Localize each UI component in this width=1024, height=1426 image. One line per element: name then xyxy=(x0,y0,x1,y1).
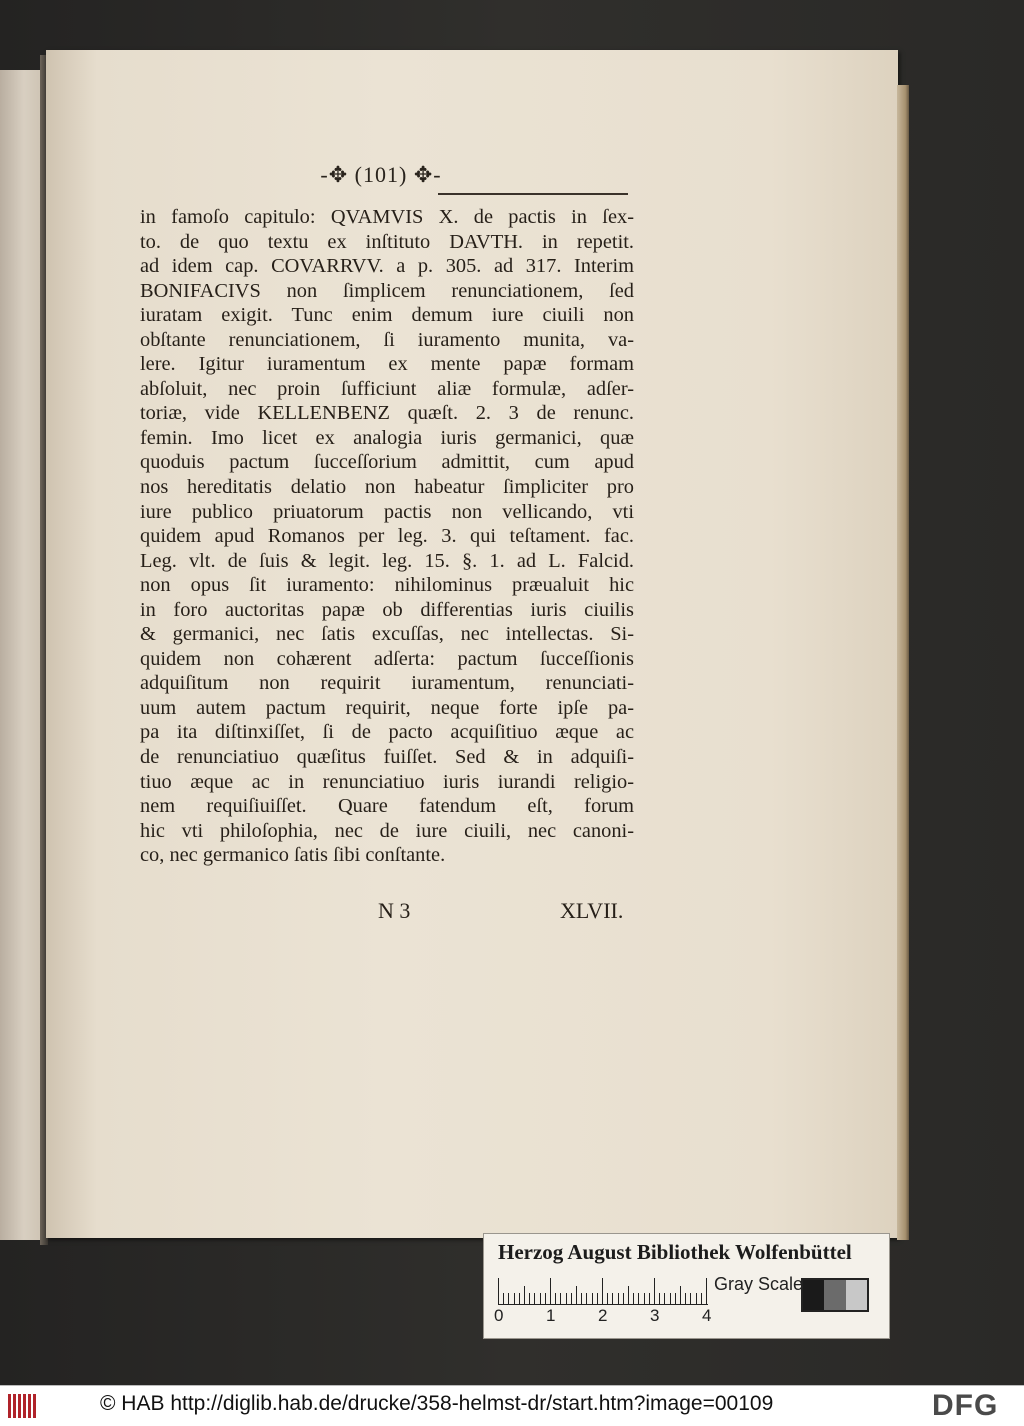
ruler-tick xyxy=(508,1293,509,1304)
text-line: nos hereditatis delatio non habeatur ſimpliciter pro xyxy=(140,476,634,499)
dfg-logo: DFG xyxy=(932,1389,999,1422)
text-line: lere. Igitur iuramentum ex mente papæ formam xyxy=(140,353,634,376)
text-line: quidem non cohærent adſerta: pactum ſucceſſionis xyxy=(140,647,634,670)
ruler-tick xyxy=(597,1293,598,1304)
color-scale-card xyxy=(483,1233,890,1339)
ruler-tick xyxy=(560,1293,561,1304)
previous-page-edge xyxy=(0,70,41,1240)
ruler-tick xyxy=(618,1293,619,1304)
ruler-tick xyxy=(540,1293,541,1304)
text-line: adquiſitum non requirit iuramentum, renunciati- xyxy=(140,672,634,695)
text-line: to. de quo textu ex inſtituto DAVTH. in repetit. xyxy=(140,230,634,253)
text-line: quoduis pactum ſucceſſorium admittit, cum apud xyxy=(140,451,634,474)
text-line: & germanici, nec ſatis excuſſas, nec intellectas. Si- xyxy=(140,623,634,646)
ruler-tick xyxy=(659,1293,660,1304)
text-line: femin. Imo licet ex analogia iuris germanici, quæ xyxy=(140,426,634,449)
gray-swatch xyxy=(846,1280,867,1310)
ruler-tick xyxy=(649,1293,650,1304)
text-line: de renunciatiuo quæſitus fuiſſet. Sed & in adquiſi- xyxy=(140,746,634,769)
ruler-tick xyxy=(581,1293,582,1304)
scale-number: 3 xyxy=(650,1306,660,1325)
ruler-tick xyxy=(644,1293,645,1304)
ruler-tick xyxy=(503,1293,504,1304)
catchword: XLVII. xyxy=(560,898,624,923)
text-line: nem requiſiuiſſet. Quare fatendum eſt, forum xyxy=(140,795,634,818)
text-line: tiuo æque ac in renunciatiuo iuris iurandi religio- xyxy=(140,770,634,793)
ruler-tick xyxy=(534,1293,535,1304)
ruler-tick xyxy=(628,1286,629,1304)
ruler-tick xyxy=(664,1293,665,1304)
footer-bar xyxy=(0,1385,1024,1426)
ruler-tick xyxy=(592,1293,593,1304)
ruler-tick xyxy=(498,1278,499,1304)
ruler-tick xyxy=(633,1293,634,1304)
text-line: toriæ, vide KELLENBENZ quæſt. 2. 3 de renunc. xyxy=(140,402,634,425)
text-line: iure publico priuatorum pactis non vellicando, vti xyxy=(140,500,634,523)
text-line: ad idem cap. COVARRVV. a p. 305. ad 317. Interim xyxy=(140,255,634,278)
text-line: hic vti philoſophia, nec de iure ciuili, nec canoni- xyxy=(140,819,634,842)
page-fore-edge xyxy=(897,85,909,1240)
ruler-tick xyxy=(514,1293,515,1304)
text-line: co, nec germanico ſatis ſibi conſtante. xyxy=(140,844,446,867)
scale-number: 4 xyxy=(702,1306,712,1325)
ruler-tick xyxy=(529,1293,530,1304)
ruler-tick xyxy=(670,1293,671,1304)
text-line: Leg. vlt. de ſuis & legit. leg. 15. §. 1. ad L. Falcid. xyxy=(140,549,634,572)
page-header: -✥ (101) ✥- xyxy=(320,162,442,187)
text-line: obſtante renunciationem, ſi iuramento munita, va- xyxy=(140,328,634,351)
gray-swatch xyxy=(824,1280,845,1310)
ruler-tick xyxy=(545,1293,546,1304)
barcode-icon xyxy=(8,1394,38,1418)
ruler-tick xyxy=(685,1293,686,1304)
ruler-tick xyxy=(602,1278,603,1304)
text-line: BONIFACIVS non ſimplicem renunciationem, ſed xyxy=(140,279,634,302)
gray-scale-label: Gray Scale xyxy=(714,1274,804,1294)
ruler-tick xyxy=(690,1293,691,1304)
text-line: iuratam exigit. Tunc enim demum iure ciuili non xyxy=(140,304,634,327)
text-line: in foro auctoritas papæ ob differentias iuris ciuilis xyxy=(140,598,634,621)
ruler-tick xyxy=(519,1293,520,1304)
ruler-tick xyxy=(706,1278,707,1304)
gray-swatch xyxy=(803,1280,824,1310)
text-line: uum autem pactum requirit, neque forte ipſe pa- xyxy=(140,696,634,719)
ruler-tick xyxy=(638,1293,639,1304)
ruler-tick xyxy=(576,1286,577,1304)
text-line: non opus ſit iuramento: nihilominus præualuit hic xyxy=(140,574,634,597)
text-line: pa ita diſtinxiſſet, ſi de pacto acquiſitiuo æque ac xyxy=(140,721,634,744)
ruler-tick xyxy=(586,1293,587,1304)
ruler-tick xyxy=(550,1278,551,1304)
text-line: quidem apud Romanos per leg. 3. qui teſtament. fac. xyxy=(140,525,634,548)
signature-mark: N 3 xyxy=(378,898,411,923)
text-line: abſoluit, nec proin ſufficiunt aliæ formulæ, adſer- xyxy=(140,377,634,400)
card-title: Herzog August Bibliothek Wolfenbüttel xyxy=(498,1240,852,1264)
ruler-tick xyxy=(555,1293,556,1304)
header-rule xyxy=(438,193,628,195)
ruler-tick xyxy=(675,1293,676,1304)
text-line: in famoſo capitulo: QVAMVIS X. de pactis in ſex- xyxy=(140,206,634,228)
ruler-tick xyxy=(607,1293,608,1304)
scale-number: 2 xyxy=(598,1306,608,1325)
ruler-tick xyxy=(524,1286,525,1304)
body-text xyxy=(140,205,634,868)
ruler-tick xyxy=(696,1293,697,1304)
footer-copyright-link[interactable]: © HAB http://diglib.hab.de/drucke/358-helmst-dr/start.htm?image=00109 xyxy=(100,1392,774,1415)
ruler-tick xyxy=(654,1278,655,1304)
ruler-tick xyxy=(623,1293,624,1304)
scale-number: 0 xyxy=(494,1306,504,1325)
ruler-tick xyxy=(701,1293,702,1304)
ruler-tick xyxy=(566,1293,567,1304)
ruler-tick xyxy=(571,1293,572,1304)
scale-ruler xyxy=(498,1276,708,1305)
ruler-tick xyxy=(680,1286,681,1304)
ruler-tick xyxy=(612,1293,613,1304)
scale-number: 1 xyxy=(546,1306,556,1325)
gray-swatches xyxy=(801,1278,869,1312)
